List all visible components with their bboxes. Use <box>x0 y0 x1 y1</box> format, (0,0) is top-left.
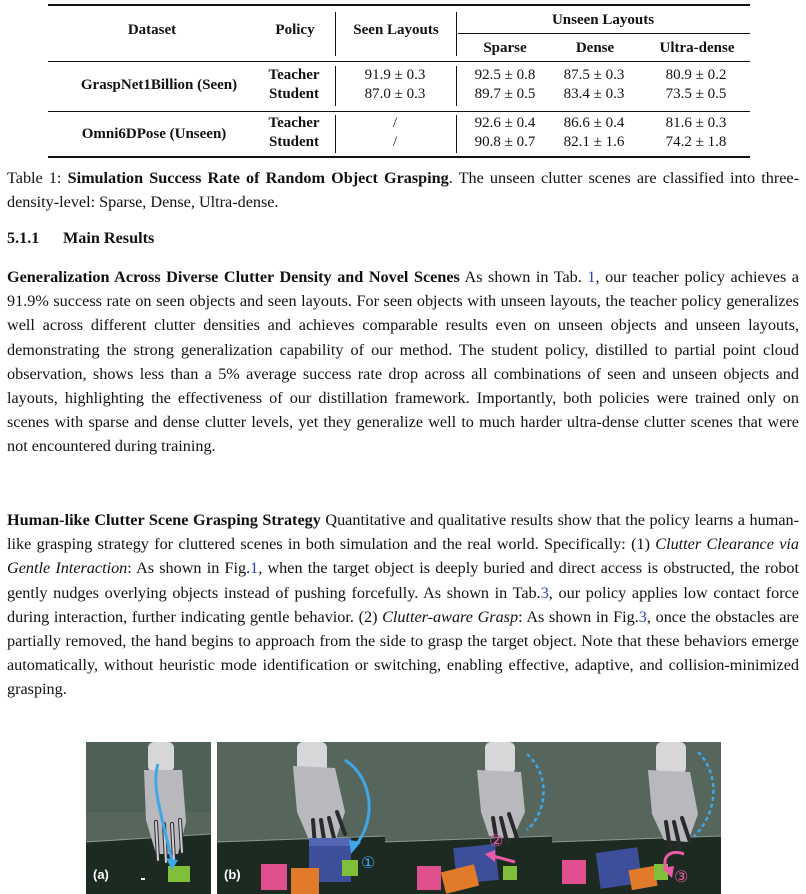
section-heading <box>7 226 799 250</box>
table-caption <box>7 166 799 214</box>
section-number: 5.1.1 <box>7 229 40 247</box>
header-seen-layouts: Seen Layouts <box>353 22 439 38</box>
seen-student-2: / <box>392 134 398 150</box>
grasping-figure <box>86 742 721 894</box>
policy-student-2: Student <box>268 134 320 150</box>
group-separator-rule <box>48 111 750 112</box>
dense-student-2: 82.1 ± 1.6 <box>563 134 625 150</box>
panel-b-label: (b) <box>224 867 241 882</box>
table-ref-link[interactable]: 1 <box>587 268 596 286</box>
policy-teacher-1: Teacher <box>268 67 320 83</box>
seen-teacher-1: 91.9 ± 0.3 <box>364 67 426 83</box>
table-bottom-rule <box>48 156 750 158</box>
header-unseen-layouts: Unseen Layouts <box>551 12 655 28</box>
section-title: Main Results <box>63 229 155 247</box>
para2-italic-2: Clutter-aware Grasp <box>382 607 519 626</box>
dataset-omni6dpose: Omni6DPose (Unseen) <box>81 126 227 142</box>
panel-b3-scene <box>552 742 721 894</box>
policy-divider-g1 <box>335 66 336 106</box>
seen-teacher-2: / <box>392 115 398 131</box>
header-dense: Dense <box>575 40 615 56</box>
para2-title: Human-like Clutter Scene Grasping Strategy <box>7 511 321 529</box>
header-ultra-dense: Ultra-dense <box>659 40 735 56</box>
table-ref-link-3[interactable]: 3 <box>540 583 549 602</box>
caption-title: Simulation Success Rate of Random Object Grasping <box>67 169 449 187</box>
paragraph-grasping-strategy <box>7 508 799 702</box>
seen-divider-header <box>456 12 457 56</box>
ultra-teacher-1: 80.9 ± 0.2 <box>665 67 727 83</box>
header-dataset: Dataset <box>127 22 177 38</box>
figure-panel-b-frame-2 <box>385 742 552 894</box>
header-policy: Policy <box>275 22 315 38</box>
ultra-student-1: 73.5 ± 0.5 <box>665 86 727 102</box>
figure-ref-link-3[interactable]: 3 <box>638 607 647 626</box>
policy-teacher-2: Teacher <box>268 115 320 131</box>
sparse-student-1: 89.7 ± 0.5 <box>474 86 536 102</box>
step-2-marker: ② <box>489 831 504 850</box>
paragraph-generalization <box>7 265 799 459</box>
para2-text-4: , our policy applies low contact force during interaction, further indicating gentle behavior. (2) <box>7 583 799 626</box>
figure-ref-link-1[interactable]: 1 <box>250 559 259 578</box>
dataset-graspnet: GraspNet1Billion (Seen) <box>80 77 238 93</box>
sparse-teacher-1: 92.5 ± 0.8 <box>474 67 536 83</box>
seen-divider-g2 <box>456 115 457 153</box>
figure-panel-a <box>86 742 211 894</box>
figure-panel-b-frame-3 <box>552 742 721 894</box>
policy-divider <box>335 12 336 56</box>
table-top-rule <box>48 4 750 6</box>
header-sparse: Sparse <box>483 40 527 56</box>
para2-italic-1: Clutter Clearance via Gentle Interaction <box>7 535 799 578</box>
para2-text-5: : As shown in Fig. <box>518 607 639 626</box>
dense-student-1: 83.4 ± 0.3 <box>563 86 625 102</box>
para1-title: Generalization Across Diverse Clutter Density and Novel Scenes <box>7 268 460 286</box>
policy-divider-g2 <box>335 115 336 153</box>
caption-label: Table 1: <box>7 169 68 187</box>
dense-teacher-2: 86.6 ± 0.4 <box>563 115 625 131</box>
caption-text: . The unseen clutter scenes are classified into three-density-level: Sparse, Dense, Ultra-dense. <box>7 169 800 212</box>
step-3-marker: ③ <box>674 867 689 886</box>
panel-a-label: (a) <box>93 867 109 882</box>
para1-text-1: As shown in Tab. <box>459 268 588 286</box>
panel-b1-scene <box>217 742 385 894</box>
header-bottom-rule <box>48 61 750 62</box>
para2-text-6: , once the obstacles are partially removed, the hand begins to approach from the side to grasp the target object. Note that these behaviors emerge automatically, without heuristic mode identification or switching, enabling effective, adaptive, and collision-minimized grasping. <box>7 607 799 699</box>
sparse-teacher-2: 92.6 ± 0.4 <box>474 115 536 131</box>
para2-text-1: Quantitative and qualitative results show that the policy learns a human-like grasping strategy for cluttered scenes in both simulation and the real world. Specifically: (1) <box>7 511 799 554</box>
ultra-student-2: 74.2 ± 1.8 <box>665 134 727 150</box>
step-1-marker: ① <box>361 853 376 872</box>
unseen-span-rule <box>458 33 750 34</box>
policy-student-1: Student <box>268 86 320 102</box>
seen-student-1: 87.0 ± 0.3 <box>364 86 426 102</box>
para1-text-2: , our teacher policy achieves a 91.9% success rate on seen objects and seen layouts. For seen objects with unseen layouts, the teacher policy generalizes well across different clutter densities and achieves comparable results even on unseen objects and unseen layouts, demonstrating the strong generalization capability of our method. The student policy, distilled to partial point cloud observation, shows less than a 5% average success rate drop across all combinations of seen and unseen objects and layouts, highlighting the effectiveness of our distillation framework. Importantly, both policies were trained only on scenes with sparse and dense clutter levels, yet they generalize well to much harder ultra-dense clutter scenes that were not encountered during training. <box>7 268 799 456</box>
ultra-teacher-2: 81.6 ± 0.3 <box>665 115 727 131</box>
para2-text-3: , when the target object is deeply buried and direct access is obstructed, the robot gently nudges overlying objects instead of pushing forcefully. As shown in Tab. <box>7 559 800 602</box>
results-table <box>48 4 750 156</box>
para2-text-2: : As shown in Fig. <box>127 559 251 578</box>
seen-divider-g1 <box>456 66 457 106</box>
figure-panel-b-frame-1 <box>217 742 385 894</box>
sparse-student-2: 90.8 ± 0.7 <box>474 134 536 150</box>
dense-teacher-1: 87.5 ± 0.3 <box>563 67 625 83</box>
panel-b2-scene <box>385 742 552 894</box>
